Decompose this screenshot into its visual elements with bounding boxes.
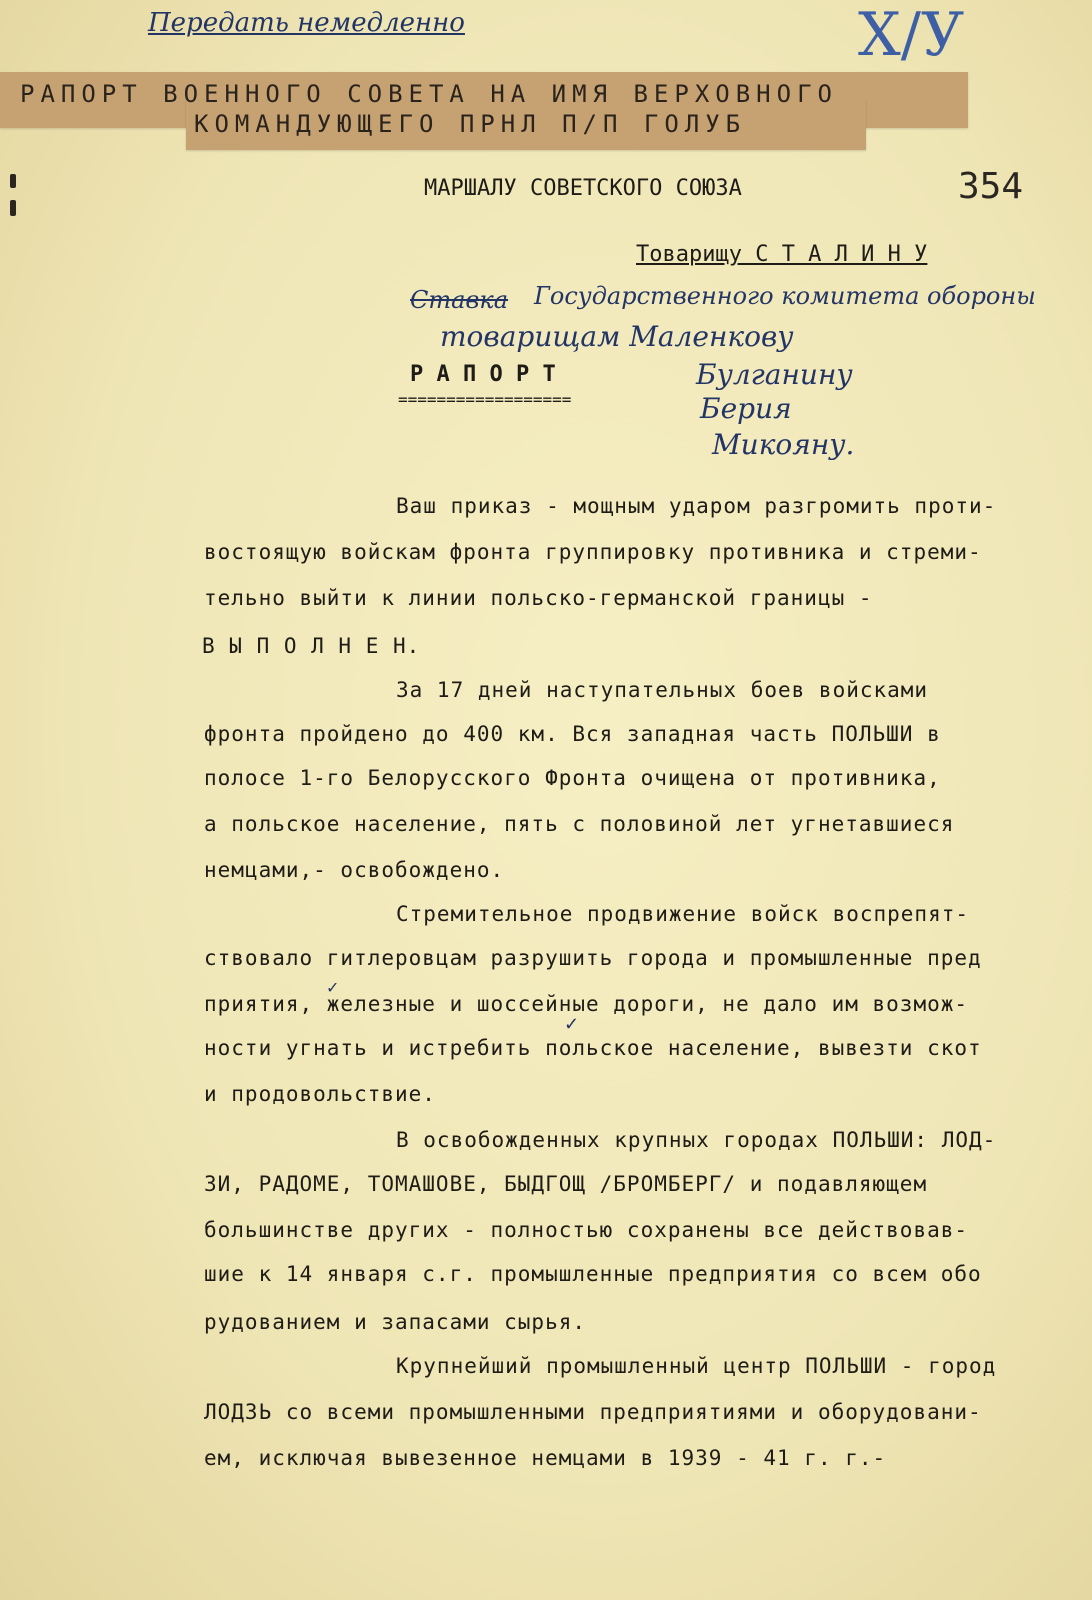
body-line: ности угнать и истребить польское население, вывезти скот xyxy=(204,1036,982,1060)
body-line: Ваш приказ - мощным ударом разгромить проти- xyxy=(396,494,997,518)
struck-word: Ставка xyxy=(410,286,509,314)
body-line: немцами,- освобождено. xyxy=(204,858,505,882)
handwritten-comrades: товарищам Маленкову xyxy=(440,320,794,353)
handwritten-name-2: Берия xyxy=(700,392,792,425)
handwritten-note: Передать немедленно xyxy=(148,8,465,38)
body-line: ЛОДЗЬ со всеми промышленными предприятиями и оборудовани- xyxy=(204,1400,982,1424)
body-line: ствовало гитлеровцам разрушить города и промышленные пред xyxy=(204,946,982,970)
body-line: приятия, железные и шоссейные дороги, не дало им возмож- xyxy=(204,992,969,1016)
corner-mark: Х/У xyxy=(858,0,965,70)
body-line: шие к 14 января с.г. промышленные предприятия со всем обо xyxy=(204,1262,982,1286)
handwritten-name-1: Булганину xyxy=(696,358,853,391)
body-line: Крупнейший промышленный центр ПОЛЬШИ - город xyxy=(396,1354,997,1378)
body-line: ЗИ, РАДОМЕ, ТОМАШОВЕ, БЫДГОЩ /БРОМБЕРГ/ и подавляющем xyxy=(204,1172,928,1196)
body-line: За 17 дней наступательных боев войсками xyxy=(396,678,929,702)
body-line: тельно выйти к линии польско-германской границы - xyxy=(204,586,873,610)
body-line: Стремительное продвижение войск воспрепят- xyxy=(396,902,970,926)
body-line: ем, исключая вывезенное немцами в 1939 - 41 г. г.- xyxy=(204,1446,887,1470)
title-underline: ================== xyxy=(398,390,572,409)
addressee-title: МАРШАЛУ СОВЕТСКОГО СОЮЗА xyxy=(424,176,742,201)
document-title: Р А П О Р Т xyxy=(410,362,556,387)
body-line: В Ы П О Л Н Е Н. xyxy=(202,634,421,658)
body-line: полосе 1-го Белорусского Фронта очищена от противника, xyxy=(204,766,941,790)
tape-line-1: РАПОРТ ВОЕННОГО СОВЕТА НА ИМЯ ВЕРХОВНОГО xyxy=(20,80,838,108)
body-line: рудованием и запасами сырья. xyxy=(204,1310,587,1334)
binder-hole-mark xyxy=(10,174,16,188)
body-line: и продовольствие. xyxy=(204,1082,436,1106)
body-line: а польское население, пять с половиной лет угнетавшиеся xyxy=(204,812,955,836)
body-line: фронта пройдено до 400 км. Вся западная часть ПОЛЬШИ в xyxy=(204,722,941,746)
check-mark-icon: ✓ xyxy=(326,978,340,997)
addressee-name: Товарищу С Т А Л И Н У xyxy=(636,242,928,267)
body-line: В освобожденных крупных городах ПОЛЬШИ: ЛОД- xyxy=(396,1128,997,1152)
body-line: востоящую войскам фронта группировку противника и стреми- xyxy=(204,540,982,564)
check-mark-icon: ✓ xyxy=(564,1014,580,1035)
handwritten-committee: Государственного комитета обороны xyxy=(534,282,1036,310)
tape-line-2: КОМАНДУЮЩЕГО ПРНЛ П/П ГОЛУБ xyxy=(194,110,747,138)
body-line: большинстве других - полностью сохранены все действовав- xyxy=(204,1218,969,1242)
binder-hole-mark xyxy=(10,200,16,216)
handwritten-name-3: Микояну. xyxy=(712,428,855,461)
page-number: 354 xyxy=(958,166,1024,207)
